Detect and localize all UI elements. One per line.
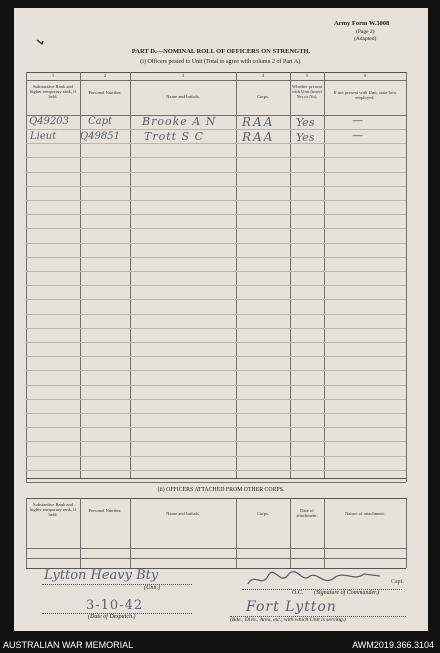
- section-two-title: (ii) OFFICERS ATTACHED FROM OTHER CORPS.: [157, 487, 285, 493]
- col-number-1: 1: [51, 73, 55, 78]
- ruled-line: [26, 456, 406, 457]
- ruled-line: [26, 172, 406, 173]
- row-personal-number: Q49851: [80, 131, 121, 142]
- ruled-line: [26, 399, 406, 400]
- ruled-line: [26, 129, 406, 130]
- ruled-line: [26, 470, 406, 471]
- footer-credit: AUSTRALIAN WAR MEMORIAL: [3, 640, 134, 650]
- date-label: (Date of Despatch.): [88, 614, 136, 620]
- row-name: Brooke A N: [142, 115, 217, 128]
- row-rank: Lieut: [30, 131, 57, 142]
- row-corps: RAA: [242, 130, 275, 144]
- col-number-4: 4: [261, 73, 265, 78]
- footer-accession-number: AWM2019.366.3104: [352, 640, 434, 650]
- col-number-6: 6: [363, 73, 367, 78]
- ruled-line: [26, 228, 406, 229]
- ruled-line: [26, 427, 406, 428]
- col-number-5: 5: [305, 73, 309, 78]
- unit-handwritten: Lytton Heavy Bty: [44, 568, 159, 583]
- row-employed: —: [352, 129, 363, 142]
- row-name: Trott S C: [144, 130, 205, 143]
- row-rank: Capt: [88, 116, 113, 127]
- row-corps: RAA: [242, 115, 275, 129]
- ruled-line: [26, 370, 406, 371]
- ruled-line: [26, 328, 406, 329]
- ruled-line: [26, 413, 406, 414]
- attached-header-name: Name and Initials.: [166, 511, 200, 516]
- date-handwritten: 3-10-42: [86, 598, 144, 613]
- form-title: Army Form W.3008: [334, 20, 390, 27]
- col-header-name: Name and Initials.: [166, 94, 200, 99]
- col-number-3: 3: [181, 73, 185, 78]
- footer-bar: [0, 637, 440, 653]
- ruled-line: [26, 143, 406, 144]
- form-adapted: (Adapted): [354, 36, 377, 42]
- col-number-2: 2: [103, 73, 107, 78]
- attached-header-nature: Nature of attachment.: [345, 511, 385, 516]
- ruled-line: [26, 441, 406, 442]
- attached-header-personal-number: Personal Number.: [88, 508, 122, 513]
- ruled-line: [26, 314, 406, 315]
- part-title: PART D.—NOMINAL ROLL OF OFFICERS ON STRENGTH.: [131, 48, 311, 55]
- form-page: [14, 8, 428, 631]
- attached-header-corps: Corps.: [256, 511, 270, 516]
- row-present: Yes: [296, 131, 315, 144]
- ruled-line: [26, 186, 406, 187]
- form-page-number: (Page 2): [356, 29, 375, 35]
- ruled-line: [26, 271, 406, 272]
- ruled-line: [26, 356, 406, 357]
- ruled-line: [26, 243, 406, 244]
- ruled-line: [26, 257, 406, 258]
- section-one-title: (i) Officers posted to Unit (Total to agree with column 2 of Part A).: [140, 59, 302, 65]
- col-header-rank: Substantive Rank and higher temporary rank, if held.: [29, 84, 77, 100]
- ruled-line: [26, 214, 406, 215]
- row-employed: —: [352, 114, 363, 127]
- signature-scribble: [244, 570, 384, 590]
- ruled-line: [26, 285, 406, 286]
- oc-label: O.C.: [292, 590, 304, 596]
- row-personal-number: Q49203: [29, 116, 70, 127]
- corner-mark: [36, 32, 44, 38]
- attached-header-date: Date of attachment.: [296, 508, 318, 519]
- ruled-line: [26, 157, 406, 158]
- col-header-corps: Corps.: [256, 94, 270, 99]
- location-label: (Bde., Divn., Area, etc., with which Unit is serving.): [230, 617, 346, 623]
- signature-rank: Capt.: [391, 579, 404, 585]
- ruled-line: [26, 200, 406, 201]
- col-header-employed: If not present with Unit, state how employed.: [333, 90, 397, 101]
- unit-label: (Unit.): [144, 585, 161, 591]
- row-present: Yes: [296, 116, 315, 129]
- col-header-personal-number: Personal Number.: [88, 90, 122, 95]
- ruled-line: [26, 299, 406, 300]
- ruled-line: [26, 385, 406, 386]
- ruled-line: [26, 342, 406, 343]
- attached-header-rank: Substantive Rank and higher temporary rank, if held.: [29, 502, 77, 518]
- signature-label: (Signature of Commander.): [314, 590, 380, 596]
- col-header-present: Whether present with Unit (insert Yes or No).: [291, 84, 323, 100]
- location-handwritten: Fort Lytton: [246, 599, 337, 615]
